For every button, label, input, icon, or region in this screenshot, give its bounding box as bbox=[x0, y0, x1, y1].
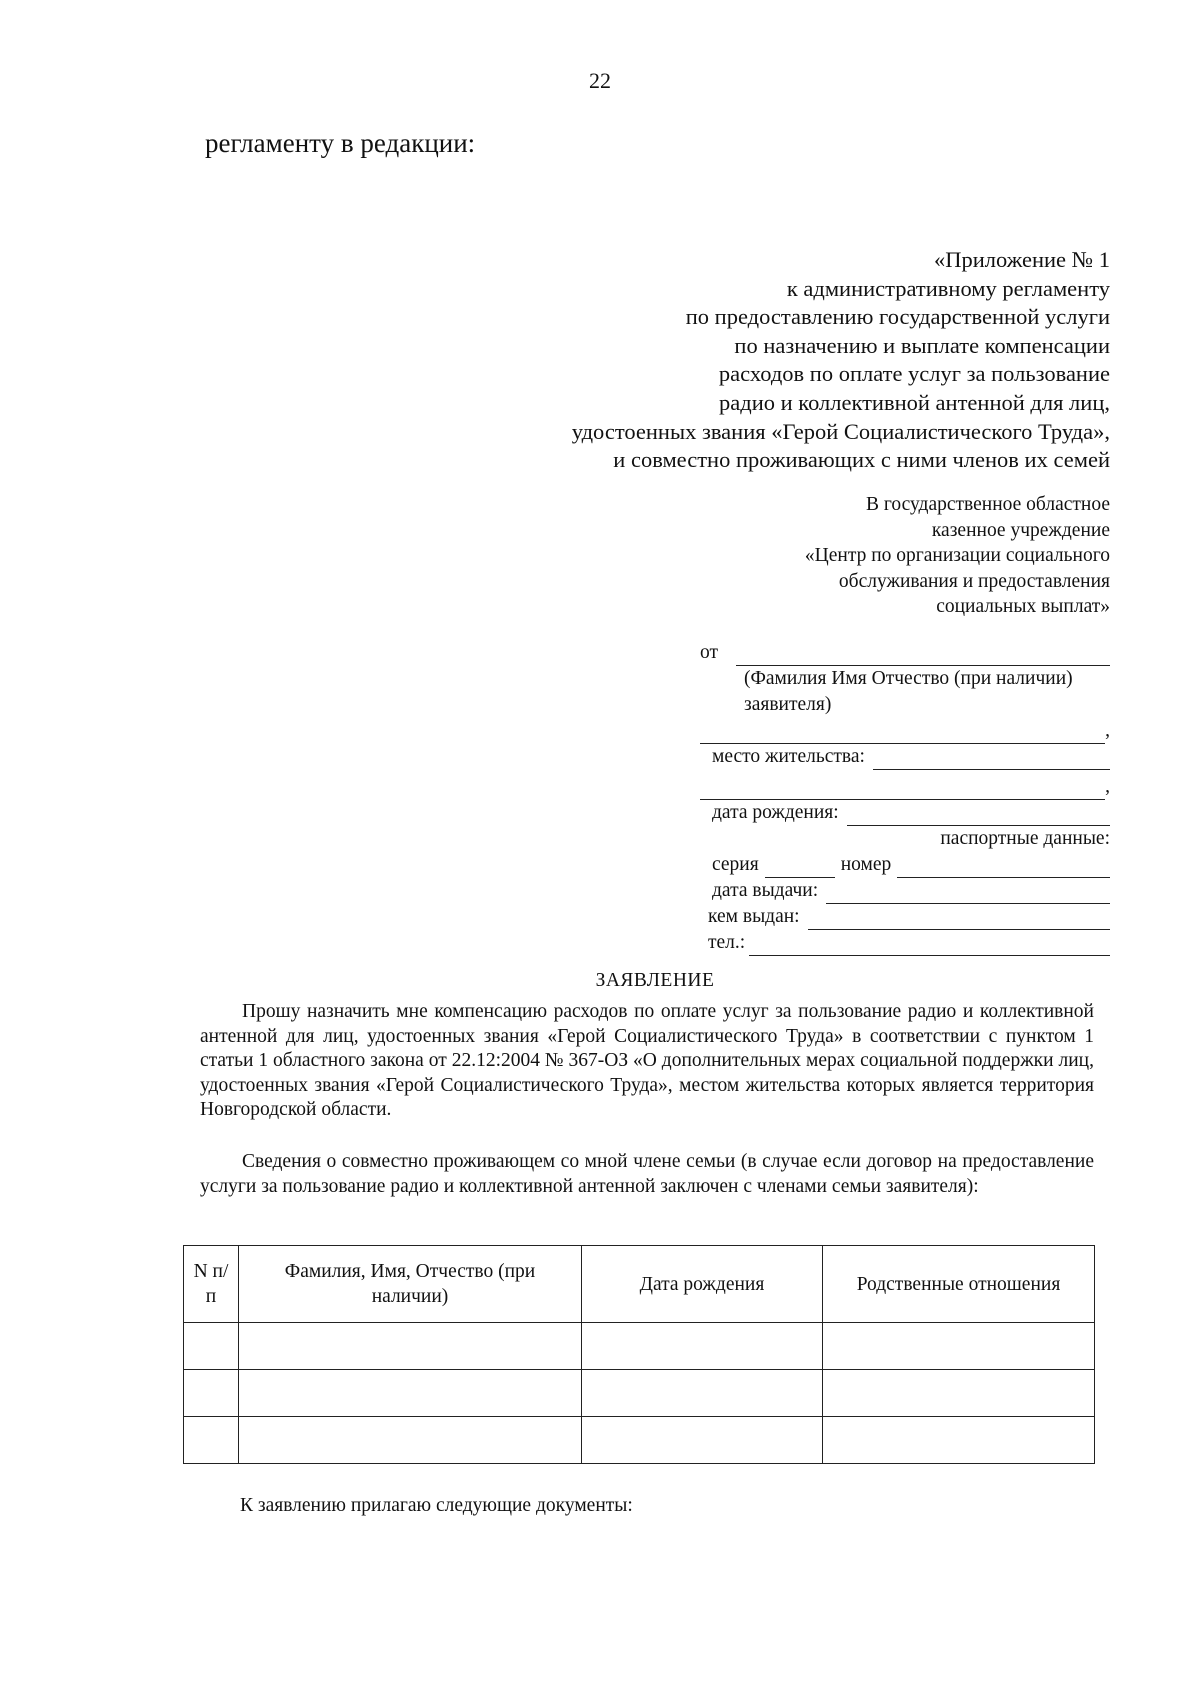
name-field[interactable] bbox=[736, 647, 1110, 666]
passport-row bbox=[700, 826, 1110, 852]
column-header-full-name: Фамилия, Имя, Отчество (при наличии) bbox=[239, 1246, 582, 1323]
intro-text: регламенту в редакции: bbox=[205, 128, 476, 158]
family-info-paragraph bbox=[200, 1150, 1094, 1199]
table-cell[interactable] bbox=[184, 1417, 239, 1464]
appendix-line: по назначению и выплате компенсации bbox=[734, 332, 1110, 358]
table-cell[interactable] bbox=[823, 1323, 1095, 1370]
table-cell[interactable] bbox=[582, 1417, 823, 1464]
appendix-header bbox=[572, 246, 1110, 475]
table-row bbox=[184, 1417, 1095, 1464]
page-number: 22 bbox=[589, 68, 611, 93]
statement-paragraph bbox=[200, 1000, 1094, 1123]
table-cell[interactable] bbox=[184, 1370, 239, 1417]
issued-by-row bbox=[700, 904, 1110, 930]
table-header-row bbox=[184, 1246, 1095, 1323]
phone-label: тел.: bbox=[708, 932, 746, 953]
column-header-birth-date: Дата рождения bbox=[582, 1246, 823, 1323]
table-cell[interactable] bbox=[582, 1323, 823, 1370]
table-cell[interactable] bbox=[239, 1417, 582, 1464]
appendix-line: удостоенных звания «Герой Социалистического Труда», bbox=[571, 418, 1110, 444]
recipient-line: казенное учреждение bbox=[931, 519, 1110, 541]
table-row bbox=[184, 1323, 1095, 1370]
recipient-block bbox=[805, 492, 1110, 620]
series-label: серия bbox=[712, 854, 759, 875]
name-continuation-field[interactable] bbox=[700, 725, 1105, 744]
residence-row bbox=[700, 744, 1110, 770]
comma: , bbox=[1105, 776, 1110, 797]
table-row bbox=[184, 1370, 1095, 1417]
appendix-line: «Приложение № 1 bbox=[934, 247, 1110, 272]
number-field[interactable] bbox=[897, 859, 1110, 878]
name-continuation-row bbox=[700, 718, 1110, 744]
table-cell[interactable] bbox=[582, 1370, 823, 1417]
residence-continuation-field[interactable] bbox=[700, 781, 1105, 800]
series-field[interactable] bbox=[765, 859, 835, 878]
column-header-number: N п/п bbox=[184, 1246, 239, 1323]
attachments-text: К заявлению прилагаю следующие документы: bbox=[240, 1495, 633, 1516]
appendix-line: и совместно проживающих с ними членов их семей bbox=[613, 447, 1110, 473]
issue-date-row bbox=[700, 878, 1110, 904]
statement-heading: ЗАЯВЛЕНИЕ bbox=[595, 970, 715, 991]
issue-date-field[interactable] bbox=[826, 885, 1110, 904]
appendix-line: расходов по оплате услуг за пользование bbox=[718, 361, 1110, 387]
recipient-line: В государственное областное bbox=[865, 494, 1110, 515]
from-row bbox=[700, 640, 1110, 666]
birth-date-field[interactable] bbox=[847, 807, 1110, 826]
birth-date-row bbox=[700, 800, 1110, 826]
applicant-form bbox=[700, 640, 1110, 956]
passport-label: паспортные данные: bbox=[940, 828, 1110, 849]
recipient-line: «Центр по организации социального bbox=[804, 545, 1110, 566]
paragraph-1: Прошу назначить мне компенсацию расходов по оплате услуг за пользование радио и коллективной антенной для лиц, удостоенных звания «Герой Социалистического Труда» в соответствии с пунктом 1 статьи 1 областного закона от 22.12:2004 № 367-ОЗ «О дополнительных мерах социальной поддержки лиц, удостоенных звания «Герой Социалистического Труда», местом жительства которых является территория Новгородской области. bbox=[200, 1001, 1094, 1120]
table-cell[interactable] bbox=[184, 1323, 239, 1370]
appendix-line: к административному регламенту bbox=[786, 275, 1110, 301]
table-cell[interactable] bbox=[239, 1323, 582, 1370]
series-number-row bbox=[700, 852, 1110, 878]
family-members-table bbox=[183, 1245, 1095, 1464]
birth-date-label: дата рождения: bbox=[712, 802, 839, 823]
issued-by-label: кем выдан: bbox=[708, 906, 800, 927]
table-cell[interactable] bbox=[823, 1370, 1095, 1417]
residence-continuation-row bbox=[700, 774, 1110, 800]
residence-label: место жительства: bbox=[712, 746, 865, 767]
name-hint: (Фамилия Имя Отчество (при наличии) заявителя) bbox=[744, 668, 1073, 715]
number-label: номер bbox=[840, 854, 892, 875]
recipient-line: социальных выплат» bbox=[936, 596, 1110, 617]
paragraph-2: Сведения о совместно проживающем со мной члене семьи (в случае если договор на предоставление услуги за пользование радио и коллективной антенной заключен с членами семьи заявителя): bbox=[200, 1151, 1094, 1197]
comma: , bbox=[1105, 720, 1110, 741]
appendix-line: по предоставлению государственной услуги bbox=[685, 304, 1110, 330]
issue-date-label: дата выдачи: bbox=[712, 880, 819, 901]
residence-field[interactable] bbox=[873, 751, 1110, 770]
table-cell[interactable] bbox=[823, 1417, 1095, 1464]
recipient-line: обслуживания и предоставления bbox=[838, 570, 1110, 592]
column-header-relationship: Родственные отношения bbox=[823, 1246, 1095, 1323]
table-cell[interactable] bbox=[239, 1370, 582, 1417]
issued-by-field[interactable] bbox=[808, 911, 1110, 930]
appendix-line: радио и коллективной антенной для лиц, bbox=[719, 389, 1110, 415]
phone-field[interactable] bbox=[749, 937, 1110, 956]
from-label: от bbox=[700, 642, 719, 663]
phone-row bbox=[700, 930, 1110, 956]
